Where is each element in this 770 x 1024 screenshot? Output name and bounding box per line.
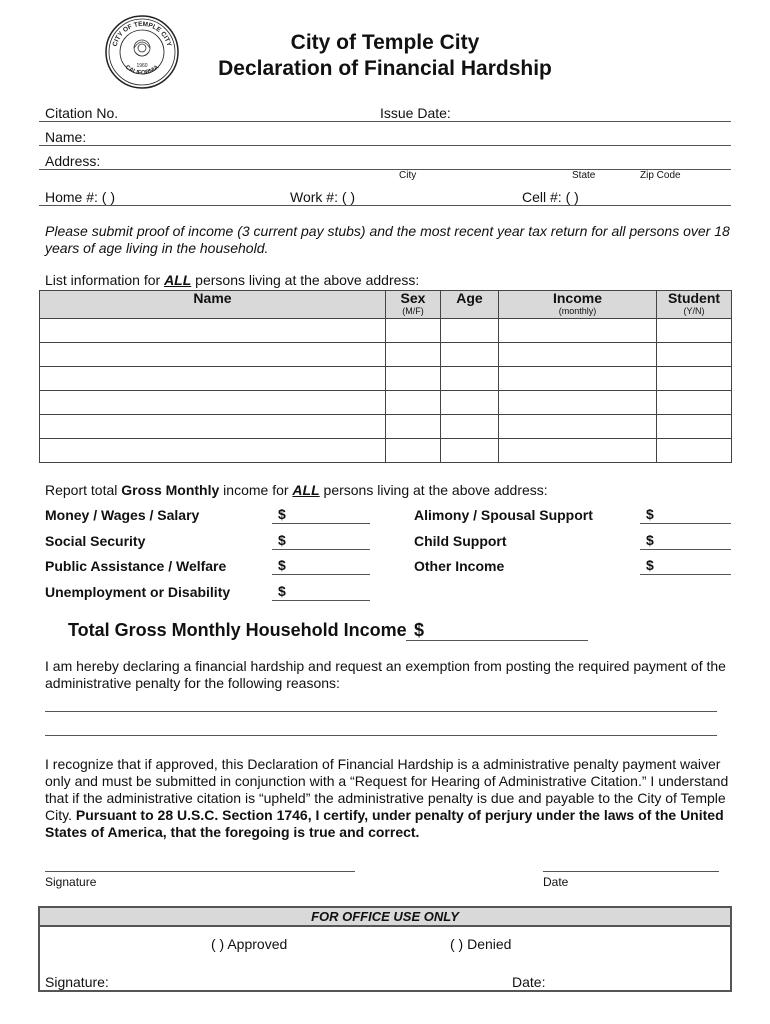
work-phone-label: Work #: ( ) [290, 189, 356, 205]
alimony-amount-field[interactable]: $ [640, 506, 731, 524]
other-income-amount-field[interactable]: $ [640, 557, 731, 575]
reason-line-1[interactable] [45, 711, 717, 712]
household-members-table [39, 290, 732, 463]
zip-label: Zip Code [640, 170, 681, 181]
wages-label: Money / Wages / Salary [45, 507, 200, 523]
cell-student[interactable] [657, 439, 732, 463]
svg-text:1960: 1960 [136, 63, 148, 69]
date-label: Date [543, 875, 569, 889]
cell-student[interactable] [657, 391, 732, 415]
home-phone-label: Home #: ( ) [45, 189, 116, 205]
income-intro: Report total Gross Monthly income for ALL persons living at the above address: [45, 482, 548, 498]
table-row [40, 391, 732, 415]
table-row [40, 319, 732, 343]
name-line[interactable] [39, 145, 731, 146]
cell-name[interactable] [40, 439, 386, 463]
public-assistance-label: Public Assistance / Welfare [45, 558, 227, 574]
cell-income[interactable] [499, 319, 657, 343]
public-assistance-amount-field[interactable]: $ [272, 557, 370, 575]
total-income-field[interactable]: $ [406, 620, 588, 641]
cell-name[interactable] [40, 343, 386, 367]
signature-label: Signature [45, 875, 97, 889]
cell-student[interactable] [657, 415, 732, 439]
cell-student[interactable] [657, 319, 732, 343]
cell-name[interactable] [40, 319, 386, 343]
cell-name[interactable] [40, 391, 386, 415]
cell-sex[interactable] [386, 343, 441, 367]
child-support-label: Child Support [414, 533, 507, 549]
cell-age[interactable] [441, 367, 499, 391]
other-income-label: Other Income [414, 558, 505, 574]
cell-income[interactable] [499, 415, 657, 439]
cell-age[interactable] [441, 415, 499, 439]
cell-name[interactable] [40, 367, 386, 391]
unemployment-amount-field[interactable]: $ [272, 583, 370, 601]
name-label: Name: [45, 129, 87, 145]
total-income-label: Total Gross Monthly Household Income [68, 620, 407, 640]
citation-line[interactable] [39, 121, 731, 122]
office-use-title: FOR OFFICE USE ONLY [40, 908, 730, 927]
col-header-student: Student (Y/N) [657, 291, 732, 319]
cell-age[interactable] [441, 391, 499, 415]
alimony-label: Alimony / Spousal Support [414, 507, 593, 523]
col-header-sex: Sex (M/F) [386, 291, 441, 319]
col-header-name: Name [40, 291, 386, 319]
col-header-age: Age [441, 291, 499, 319]
cell-income[interactable] [499, 391, 657, 415]
phone-line[interactable] [39, 205, 731, 206]
reason-line-2[interactable] [45, 735, 717, 736]
office-use-box [38, 906, 732, 992]
cell-student[interactable] [657, 343, 732, 367]
citation-label: Citation No. [45, 105, 119, 121]
address-label: Address: [45, 153, 101, 169]
child-support-amount-field[interactable]: $ [640, 532, 731, 550]
city-label: City [399, 170, 417, 181]
page-subtitle: Declaration of Financial Hardship [218, 57, 552, 80]
office-date-label: Date: [512, 974, 546, 990]
state-label: State [572, 170, 596, 181]
page-title: City of Temple City [290, 31, 480, 54]
table-row [40, 367, 732, 391]
issue-date-label: Issue Date: [380, 105, 451, 121]
cell-sex[interactable] [386, 439, 441, 463]
cell-sex[interactable] [386, 391, 441, 415]
table-row [40, 415, 732, 439]
unemployment-label: Unemployment or Disability [45, 584, 231, 600]
col-header-income: Income (monthly) [499, 291, 657, 319]
cell-income[interactable] [499, 367, 657, 391]
cell-age[interactable] [441, 439, 499, 463]
address-line[interactable] [39, 169, 731, 170]
office-signature-label: Signature: [45, 974, 109, 990]
cell-sex[interactable] [386, 415, 441, 439]
cell-age[interactable] [441, 343, 499, 367]
social-security-amount-field[interactable]: $ [272, 532, 370, 550]
cell-name[interactable] [40, 415, 386, 439]
wages-amount-field[interactable]: $ [272, 506, 370, 524]
table-row [40, 439, 732, 463]
list-intro: List information for ALL persons living at the above address: [45, 272, 420, 288]
table-header-row [40, 291, 732, 319]
approved-option[interactable]: ( ) Approved [211, 936, 288, 952]
cell-sex[interactable] [386, 319, 441, 343]
svg-text:CITY OF TEMPLE CITY: CITY OF TEMPLE CITY [111, 20, 173, 48]
recognition-text: I recognize that if approved, this Declaration of Financial Hardship is a administrative penalty payment waiver only and must be submitted in conjunction with a “Request for Hearing of Administrative Citation.” I understand that if the administrative citation is “upheld” the administrative penalty is due and payable to the City of Temple City. Pursuant to 28 U.S.C. Section 1746, I certify, under penalty of perjury under the laws of the United States of America, that the foregoing is true and correct. [45, 756, 729, 840]
cell-income[interactable] [499, 439, 657, 463]
cell-sex[interactable] [386, 367, 441, 391]
table-row [40, 343, 732, 367]
cell-age[interactable] [441, 319, 499, 343]
declaration-text: I am hereby declaring a financial hardship and request an exemption from posting the required payment of the administrative penalty for the following reasons: [45, 658, 726, 691]
instructions-text: Please submit proof of income (3 current pay stubs) and the most recent year tax return for all persons over 18 years of age living in the household. [45, 223, 730, 256]
date-line[interactable] [543, 871, 719, 872]
social-security-label: Social Security [45, 533, 146, 549]
denied-option[interactable]: ( ) Denied [450, 936, 512, 952]
svg-text:CALIFORNIA: CALIFORNIA [123, 64, 161, 77]
signature-line[interactable] [45, 871, 355, 872]
cell-student[interactable] [657, 367, 732, 391]
cell-income[interactable] [499, 343, 657, 367]
cell-phone-label: Cell #: ( ) [522, 189, 579, 205]
